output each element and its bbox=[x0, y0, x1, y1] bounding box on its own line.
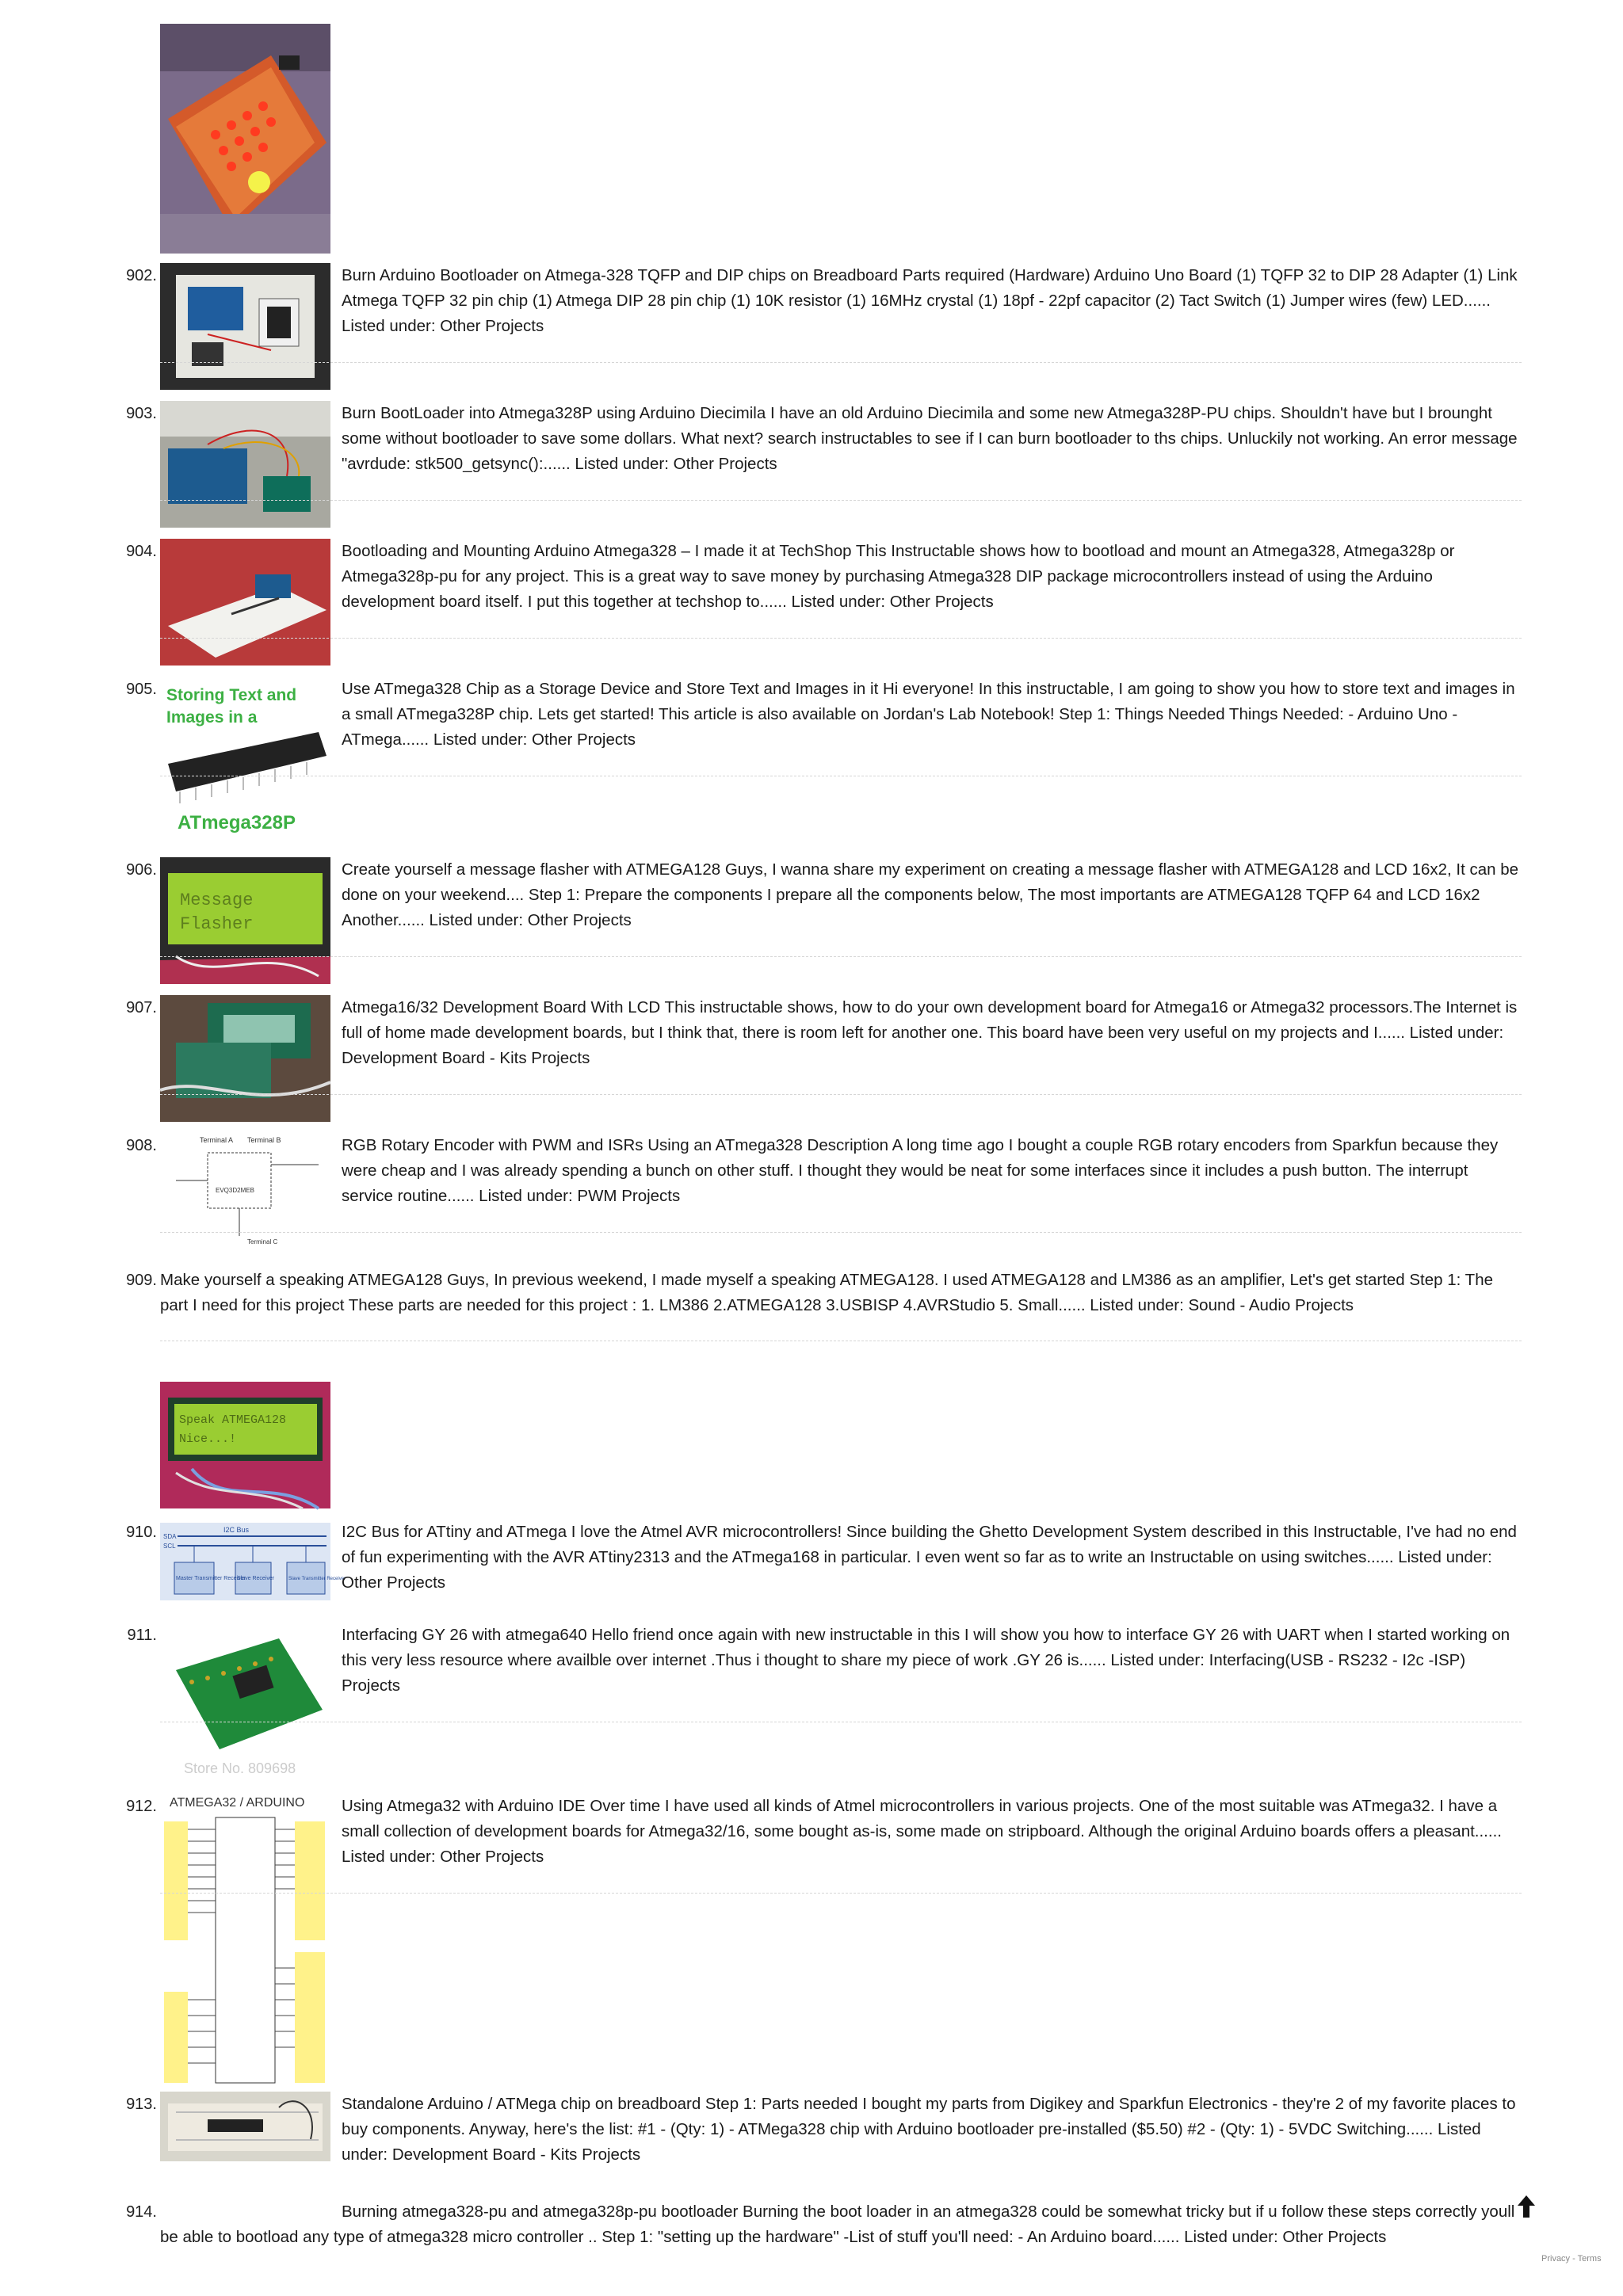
project-description[interactable]: Atmega16/32 Development Board With LCD This instructable shows, how to do your own development board for Atmega16 or Atmega32 processors.The Internet is full of home made development boards, but I think that, there is room left for another one. This board have been very useful on my projects and I...... Listed under: Development Board - Kits Projects bbox=[342, 998, 1518, 1067]
project-thumbnail[interactable] bbox=[160, 24, 330, 254]
item-number: 903. bbox=[126, 405, 157, 422]
project-description[interactable]: Burn Arduino Bootloader on Atmega-328 TQFP and DIP chips on Breadboard Parts required (Hardware) Arduino Uno Board (1) TQFP 32 to DIP 28 Adapter (1) Link Atmega TQFP 32 pin chip (1) Atmega DIP 28 pin chip (1) 10K resistor (1) 16MHz crystal (1) 18pf - 22pf capacitor (2) Tact Switch (1) Jumper wires (few) LED...... Listed under: Other Projects bbox=[342, 266, 1518, 335]
separator bbox=[160, 1232, 1522, 1233]
thumb-label: Terminal C bbox=[247, 1238, 278, 1245]
thumb-label: SCL bbox=[163, 1543, 176, 1550]
project-description[interactable]: Standalone Arduino / ATMega chip on breadboard Step 1: Parts needed I bought my parts from Digikey and Sparkfun Electronics - they're 2 of my favorite places to buy components. Anyway, here's the list: #1 - (Qty: 1) - ATMega328 chip with Arduino bootloader pre-installed ($5.50) #2 - (Qty: 1) - 5VDC Switching...... Listed under: Development Board - Kits Projects bbox=[342, 2095, 1516, 2164]
thumb-label: Slave Transmitter Receiver bbox=[288, 1577, 346, 1581]
thumb-watermark: Store No. 809698 bbox=[184, 1760, 296, 1776]
separator bbox=[160, 956, 1522, 957]
item-number: 910. bbox=[126, 1524, 157, 1541]
project-description[interactable]: Interfacing GY 26 with atmega640 Hello friend once again with new instructable in this I will show you how to interface GY 26 with UART when I started working on this very less resource where availble over internet .Thus i thought to share my piece of work .GY 26 is...... Listed under: Interfacing(USB - RS232 - I2c -ISP) Projects bbox=[342, 1626, 1510, 1695]
project-thumbnail[interactable] bbox=[160, 2092, 330, 2161]
project-thumbnail[interactable] bbox=[160, 857, 330, 984]
project-thumbnail[interactable] bbox=[160, 1523, 346, 1600]
scroll-to-top-button[interactable] bbox=[1515, 2193, 1537, 2220]
thumb-label: Nice...! bbox=[179, 1432, 237, 1446]
project-description[interactable]: Make yourself a speaking ATMEGA128 Guys, In previous weekend, I made myself a speaking ATMEGA128. I used ATMEGA128 and LM386 as an amplifier, Let's get started Step 1: The part I need for this project These parts are needed for this project : 1. LM386 2.ATMEGA128 3.USBISP 4.AVRStudio 5. Small...... Listed under: Sound - Audio Projects bbox=[160, 1271, 1494, 1314]
project-thumbnail[interactable] bbox=[160, 1133, 330, 1256]
item-number: 911. bbox=[127, 1627, 157, 1644]
project-thumbnail[interactable] bbox=[160, 401, 330, 528]
item-number: 912. bbox=[126, 1798, 157, 1815]
project-description[interactable]: I2C Bus for ATtiny and ATmega I love the Atmel AVR microcontrollers! Since building the Ghetto Development System described in this Instructable, I've had no end of fun experimenting with the AVR ATtiny2313 and the ATmega168 in particular. I even went so far as to write an Instructable on using switches...... Listed under: Other Projects bbox=[342, 1523, 1517, 1592]
project-description[interactable]: Create yourself a message flasher with ATMEGA128 Guys, I wanna share my experiment on creating a message flasher with ATMEGA128 and LCD 16x2, It can be done on your weekend.... Step 1: Prepare the components I prepare all the components below, The most importants are ATMEGA128 TQFP 64 and LCD 16x2 Another...... Listed under: Other Projects bbox=[342, 860, 1519, 929]
arrow-up-icon bbox=[1518, 2195, 1535, 2218]
separator bbox=[160, 1893, 1522, 1894]
project-thumbnail[interactable] bbox=[160, 263, 330, 390]
thumb-label: Speak ATMEGA128 bbox=[179, 1413, 287, 1427]
project-description[interactable]: Using Atmega32 with Arduino IDE Over time I have used all kinds of Atmel microcontrollers in various projects. One of the most suitable was ATmega32. I have a small collection of development boards for Atmega32/16, some bought as-is, some made on stripboard. Although the original Arduino boards offers a pleasant...... Listed under: Other Projects bbox=[342, 1797, 1502, 1866]
project-description[interactable]: Burning atmega328-pu and atmega328p-pu bootloader Burning the boot loader in an atmega328 could be somewhat tricky but if u follow these steps correctly youll be able to bootload any type of atmega328 micro controller .. Step 1: "setting up the hardware" -List of stuff you'll need: - An Arduino board...... Listed under: Other Projects bbox=[160, 2203, 1515, 2246]
project-thumbnail[interactable] bbox=[160, 1794, 330, 2087]
separator bbox=[160, 638, 1522, 639]
thumb-label: Images in a bbox=[166, 708, 258, 727]
project-description[interactable]: RGB Rotary Encoder with PWM and ISRs Using an ATmega328 Description A long time ago I bought a couple RGB rotary encoders from Sparkfun because they were cheap and I was already spending a bunch on other stuff. I thought they would be neat for some interfaces since it includes a push button. The interrupt service routine...... Listed under: PWM Projects bbox=[342, 1136, 1499, 1205]
separator bbox=[160, 362, 1522, 363]
thumb-label: Master Transmitter Receiver bbox=[176, 1576, 246, 1581]
project-thumbnail[interactable] bbox=[160, 995, 330, 1122]
thumb-label: Terminal B bbox=[247, 1136, 281, 1144]
project-thumbnail[interactable] bbox=[160, 539, 330, 666]
thumb-label: Terminal A bbox=[200, 1136, 234, 1144]
thumb-label: EVQ3D2MEB bbox=[216, 1187, 254, 1194]
thumb-label: SDA bbox=[163, 1533, 177, 1540]
thumb-label: ATmega328P bbox=[178, 812, 296, 833]
project-description[interactable]: Burn BootLoader into Atmega328P using Arduino Diecimila I have an old Arduino Diecimila and some new Atmega328P-PU chips. Shouldn't have but I brounght some without bootloader to save some dollars. What next? search instructables to see if I can burn bootloader to ths chips. Unluckily not working. An error message "avrdude: stk500_getsync():...... Listed under: Other Projects bbox=[342, 404, 1518, 473]
item-number: 914. bbox=[126, 2203, 157, 2221]
separator bbox=[160, 500, 1522, 501]
item-number: 905. bbox=[126, 681, 157, 698]
project-description[interactable]: Bootloading and Mounting Arduino Atmega328 – I made it at TechShop This Instructable shows how to bootload and mount an Atmega328, Atmega328p or Atmega328p-pu for any project. This is a great way to save money by purchasing Atmega328 DIP package microcontrollers instead of using the Arduino development board itself. I put this together at techshop to...... Listed under: Other Projects bbox=[342, 542, 1455, 611]
item-number: 904. bbox=[126, 543, 157, 560]
item-number: 908. bbox=[126, 1137, 157, 1154]
privacy-terms-link[interactable]: Privacy - Terms bbox=[1541, 2254, 1602, 2264]
item-number: 913. bbox=[126, 2096, 157, 2113]
thumb-label: Flasher bbox=[180, 914, 254, 934]
thumb-label: ATMEGA32 / ARDUINO bbox=[170, 1796, 305, 1810]
item-number: 906. bbox=[126, 861, 157, 879]
project-thumbnail[interactable] bbox=[160, 677, 330, 835]
item-number: 907. bbox=[126, 999, 157, 1016]
separator bbox=[160, 1094, 1522, 1095]
project-description[interactable]: Use ATmega328 Chip as a Storage Device and Store Text and Images in it Hi everyone! In this instructable, I am going to show you how to store text and images in a small ATmega328P chip. Lets get started! This article is also available on Jordan's Lab Notebook! Step 1: Things Needed Things Needed: - Arduino Uno - ATmega...... Listed under: Other Projects bbox=[342, 680, 1515, 749]
list-item-continued bbox=[119, 24, 1522, 254]
thumb-label: Storing Text and bbox=[166, 686, 297, 704]
thumb-label: Message bbox=[180, 891, 254, 910]
thumb-label: Slave Receiver bbox=[237, 1576, 275, 1581]
item-number: 902. bbox=[126, 267, 157, 284]
item-number: 909. bbox=[126, 1272, 157, 1289]
project-thumbnail[interactable] bbox=[160, 1623, 330, 1781]
project-thumbnail[interactable] bbox=[160, 1382, 330, 1508]
thumb-label: I2C Bus bbox=[223, 1526, 250, 1534]
